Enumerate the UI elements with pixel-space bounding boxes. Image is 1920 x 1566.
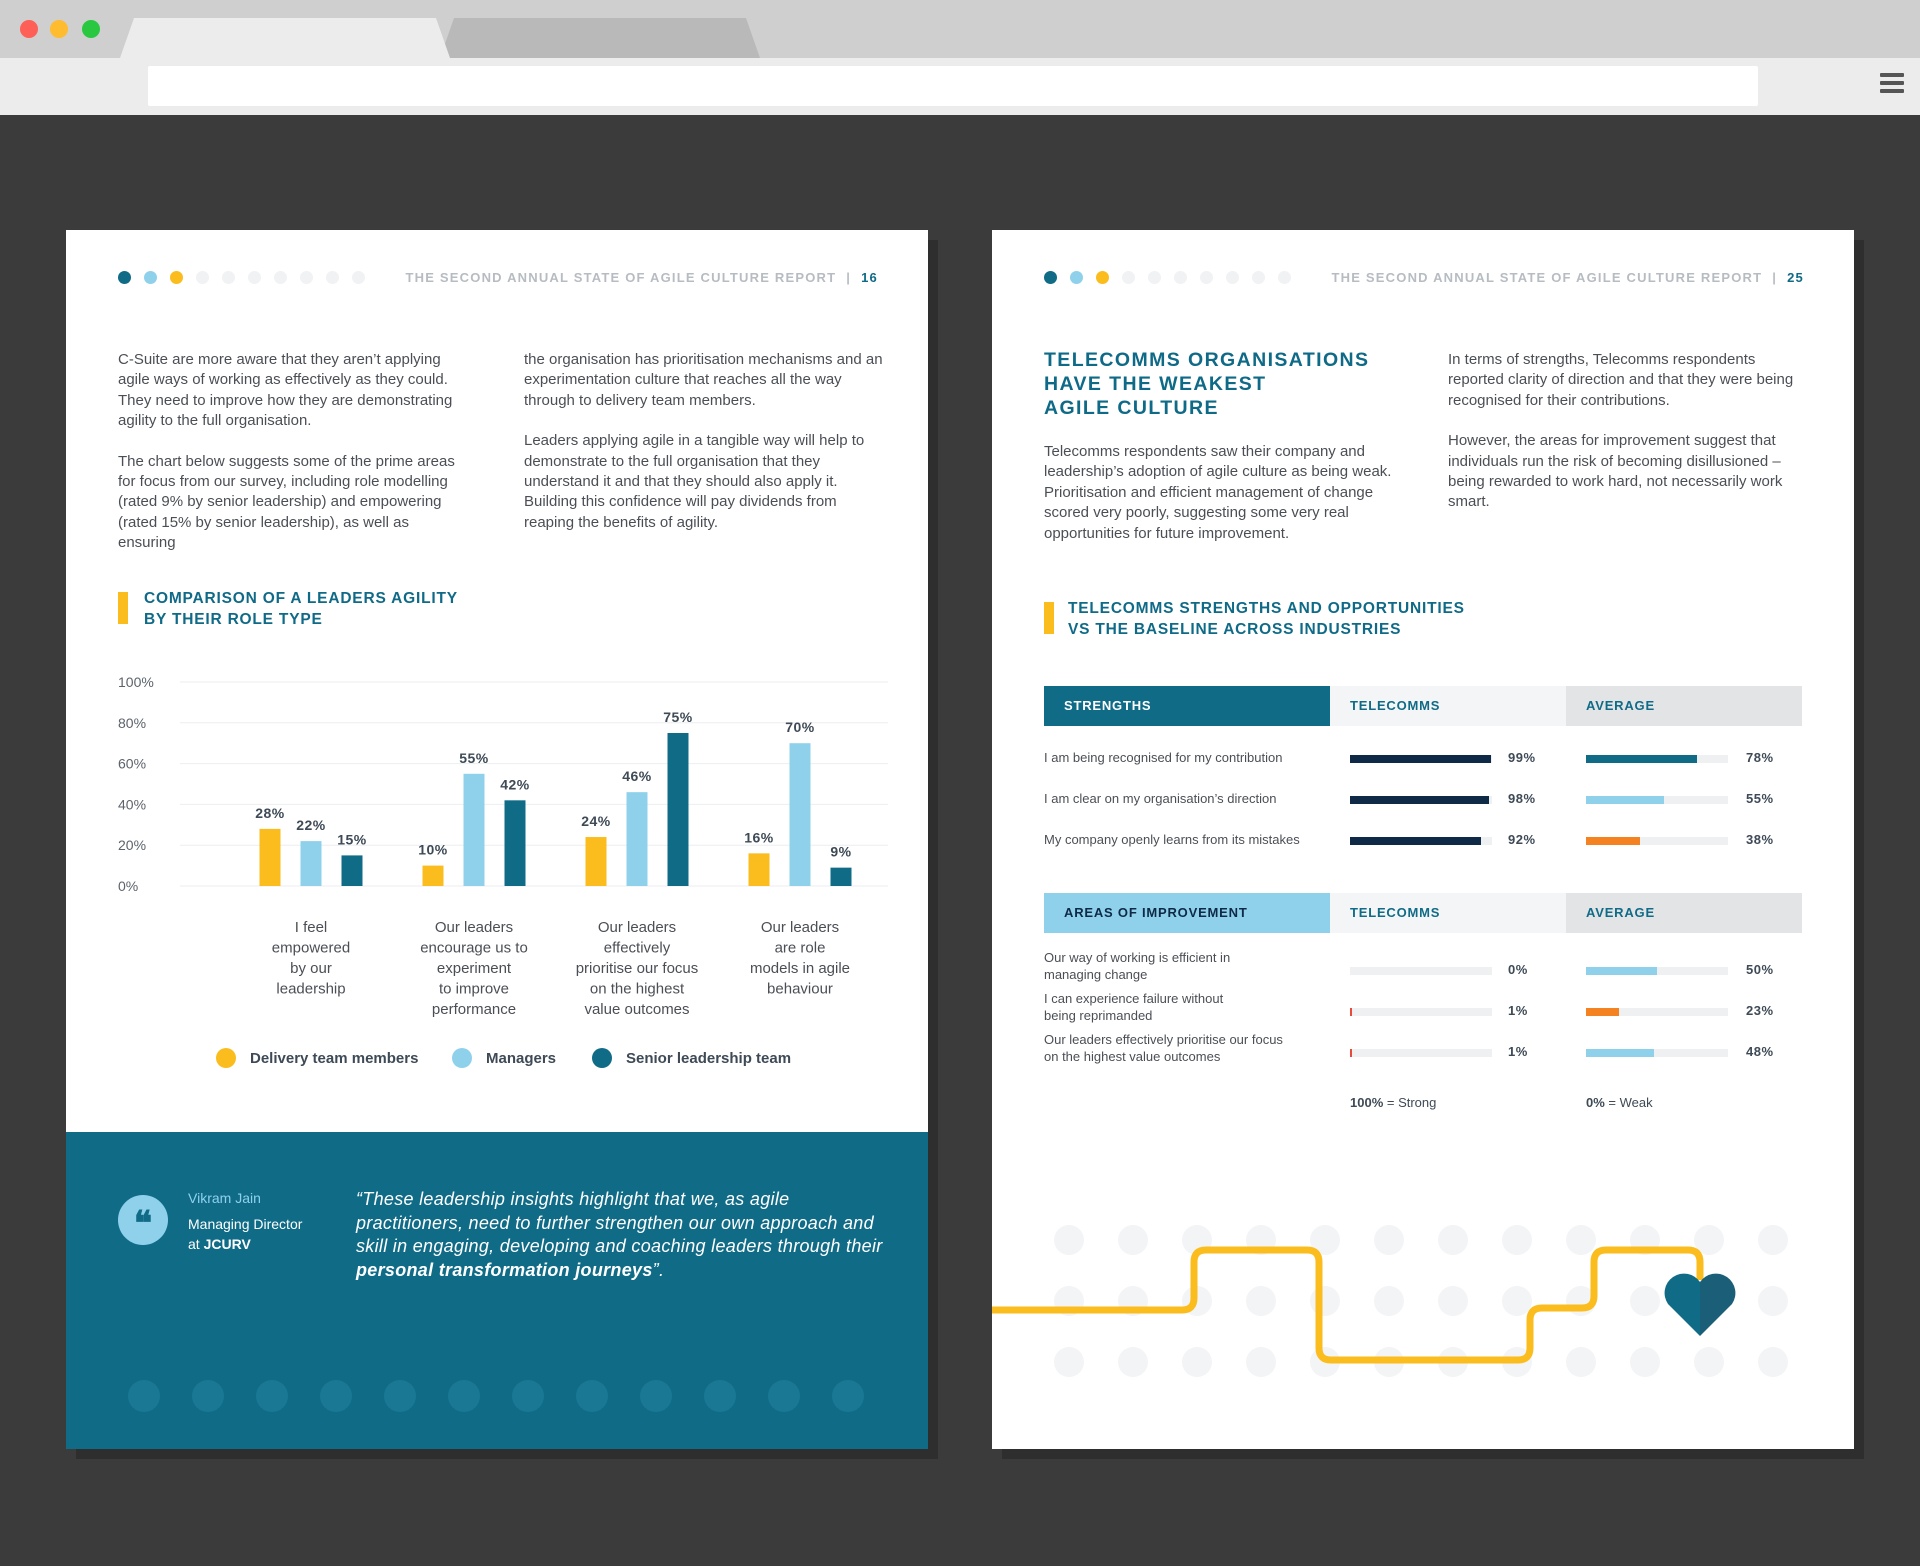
report-title: THE SECOND ANNUAL STATE OF AGILE CULTURE REPORT [1331,270,1763,285]
average-bar-fill [1586,967,1657,975]
label-line: managing change [1044,967,1148,982]
paragraph: C-Suite are more aware that they aren’t applying agile ways of working as effectively as they could. They need to improve how they are demonstrating agility to the full organisation. [118,351,453,430]
scale-weak-value: 0% [1586,1095,1605,1110]
bar-value-label: 24% [581,813,611,830]
x-category-label: Our leaders [760,919,840,936]
quote-panel [66,1132,928,1449]
x-category-label: effectively [603,939,671,957]
paragraph: Leaders applying agile in a tangible way will help to demonstrate to the full organisation that they understand it and that they should also apply it. Building this confidence will pay dividends from reaping the benefits of agility. [524,432,865,531]
telecomms-bar-track [1350,837,1492,845]
x-category-label: prioritise our focus [575,960,699,977]
label-line: I can experience failure without [1044,991,1224,1006]
scale-note-weak [1586,1095,1653,1110]
author-title: Managing Director [188,1216,303,1232]
header-separator: | [1772,270,1778,285]
progress-dot [144,271,157,284]
y-tick-label: 20% [118,837,147,854]
average-column-header: AVERAGE [1566,893,1802,933]
body-column-2 [524,350,884,553]
improvement-row-label [1044,990,1324,1024]
improvement-row-label [1044,949,1324,983]
heading-line: AGILE CULTURE [1044,397,1219,419]
x-category-label: value outcomes [584,1001,690,1018]
label-line: Our leaders effectively prioritise our focus [1044,1032,1283,1047]
table-title [1068,598,1465,640]
scale-weak-text: = Weak [1604,1095,1653,1110]
table-title-line: TELECOMMS STRENGTHS AND OPPORTUNITIES [1068,600,1465,617]
report-page-16 [66,230,928,1449]
chart-title [144,588,458,630]
chart-bar [301,841,322,886]
average-value: 50% [1746,962,1774,977]
y-tick-label: 80% [118,714,147,731]
average-bar-track [1586,837,1728,845]
average-value: 23% [1746,1003,1774,1018]
chart-bar [790,743,811,886]
x-category-label: Our leaders [434,919,514,936]
x-category-label: I feel [294,919,328,936]
chart-bar [342,855,363,886]
decorative-dot [256,1380,288,1412]
chart-bar [586,837,607,886]
quote-text-end: ”. [652,1259,665,1280]
body-column-1 [118,350,470,574]
x-category-label: models in agile [749,960,851,977]
bar-value-label: 28% [255,804,285,821]
author-company-prefix: at [188,1236,204,1252]
label-line: Our way of working is efficient in [1044,950,1231,965]
paragraph: the organisation has prioritisation mechanisms and an experimentation culture that reaches all the way through to delivery team members. [524,351,883,409]
telecomms-value: 1% [1508,1044,1528,1059]
average-value: 78% [1746,750,1774,765]
average-bar-fill [1586,755,1697,763]
telecomms-bar-track [1350,1049,1492,1057]
decorative-dot [320,1380,352,1412]
bar-value-label: 9% [830,843,852,860]
decorative-dot [384,1380,416,1412]
section-accent-bar [1044,602,1054,634]
browser-chrome [0,0,1920,115]
minimize-window-button[interactable] [50,20,68,38]
telecomms-bar-fill [1350,837,1481,845]
page-number: 25 [1787,270,1804,285]
x-category-label: are role [774,939,826,957]
author-company-line [188,1234,302,1254]
running-header [406,270,878,285]
bar-value-label: 70% [785,719,815,736]
paragraph: However, the areas for improvement suggest that individuals run the risk of becoming disillusioned –being rewarded to work hard, not necessarily work smart. [1448,432,1783,511]
x-category-label: encourage us to [420,939,528,957]
x-category-label: experiment [436,960,512,977]
strength-row-label: I am being recognised for my contribution [1044,750,1283,765]
progress-dot [1148,271,1161,284]
decorative-dot [192,1380,224,1412]
x-category-label: leadership [276,980,346,998]
strengths-header: STRENGTHS [1044,686,1330,726]
decorative-dot [128,1380,160,1412]
legend-swatch [216,1048,236,1068]
decorative-dot [704,1380,736,1412]
telecomms-column-header: TELECOMMS [1330,893,1566,933]
telecomms-value: 1% [1508,1003,1528,1018]
body-column-1 [1044,442,1404,564]
telecomms-bar-track [1350,796,1492,804]
heart-icon [1665,1274,1736,1336]
x-category-label: to improve [438,980,510,998]
decorative-dot [640,1380,672,1412]
average-value: 48% [1746,1044,1774,1059]
telecomms-bar-track [1350,755,1492,763]
page-heading [1044,348,1369,420]
bar-value-label: 75% [663,709,693,725]
decorative-dot [448,1380,480,1412]
bar-value-label: 16% [744,829,774,846]
journey-path [992,1250,1700,1360]
telecomms-bar-fill [1350,1008,1352,1016]
progress-dot [118,271,131,284]
legend-label: Senior leadership team [626,1049,792,1067]
section-accent-bar [118,592,128,624]
chart-bar [627,792,648,886]
progress-dot [1174,271,1187,284]
average-value: 38% [1746,832,1774,847]
y-tick-label: 100% [118,674,154,690]
legend-item [216,1048,418,1068]
telecomms-bar-fill [1350,796,1489,804]
scale-strong-value: 100% [1350,1095,1384,1110]
average-bar-track [1586,1008,1728,1016]
legend-item [592,1048,791,1068]
decorative-dot [576,1380,608,1412]
bar-value-label: 22% [296,817,326,834]
telecomms-bar-track [1350,967,1492,975]
journey-illustration [992,1190,1854,1390]
chart-bar [668,733,689,886]
legend-item [452,1048,556,1068]
legend-swatch [592,1048,612,1068]
progress-dot [326,271,339,284]
telecomms-column-header: TELECOMMS [1330,686,1566,726]
average-column-header: AVERAGE [1566,686,1802,726]
x-category-label: on the highest [589,980,685,998]
average-bar-fill [1586,1008,1619,1016]
scale-note-strong [1350,1095,1436,1110]
legend-label: Delivery team members [250,1049,419,1067]
decorative-dot [832,1380,864,1412]
x-category-label: empowered [271,939,351,957]
progress-dot [196,271,209,284]
average-bar-fill [1586,837,1640,845]
y-tick-label: 0% [118,878,139,894]
telecomms-bar-track [1350,1008,1492,1016]
bar-value-label: 46% [622,768,652,785]
quote-text [356,1188,896,1282]
progress-dot [1252,271,1265,284]
table-title-line: VS THE BASELINE ACROSS INDUSTRIES [1068,621,1402,638]
chart-title-line: BY THEIR ROLE TYPE [144,611,323,628]
maximize-window-button[interactable] [82,20,100,38]
progress-dot [274,271,287,284]
bar-value-label: 55% [459,749,489,766]
quote-text-emphasis: personal transformation journeys [356,1259,653,1280]
heading-line: TELECOMMS ORGANISATIONS [1044,349,1370,371]
progress-dot [1044,271,1057,284]
address-bar[interactable] [148,66,1758,106]
close-window-button[interactable] [20,20,38,38]
progress-dot [222,271,235,284]
chart-bar [423,866,444,886]
bar-value-label: 10% [418,841,448,858]
running-header [1332,270,1804,285]
report-page-25 [992,230,1854,1449]
x-category-label: behaviour [767,980,833,998]
chart-bar [505,800,526,886]
heading-line: HAVE THE WEAKEST [1044,373,1267,395]
legend-swatch [452,1048,472,1068]
average-value: 55% [1746,791,1774,806]
progress-dot [248,271,261,284]
average-bar-fill [1586,1049,1654,1057]
paragraph: The chart below suggests some of the prime areas for focus from our survey, including role modelling (rated 9% by senior leadership) and empowering (rated 15% by senior leadership), as well as ensuring [118,452,455,552]
quote-author-role [188,1214,302,1254]
x-category-label: Our leaders [597,919,677,936]
x-category-label: by our [290,960,332,977]
quote-author-name: Vikram Jain [188,1190,261,1206]
browser-tab-2[interactable] [440,18,760,58]
browser-tab-1[interactable] [120,18,450,58]
label-line: being reprimanded [1044,1008,1153,1023]
chart-bar [260,829,281,886]
telecomms-bar-fill [1350,1049,1352,1057]
progress-dot [1278,271,1291,284]
decorative-dot [512,1380,544,1412]
bar-value-label: 42% [500,776,530,793]
improvement-row-label [1044,1031,1324,1065]
telecomms-bar-fill [1350,755,1491,763]
paragraph: In terms of strengths, Telecomms respondents reported clarity of direction and that they were being recognised for their contributions. [1448,351,1794,409]
bar-chart [118,670,898,1070]
menu-icon[interactable] [1880,73,1904,97]
chart-bar [749,853,770,886]
progress-dot [1226,271,1239,284]
header-separator: | [846,270,852,285]
strength-row-label: I am clear on my organisation’s direction [1044,791,1277,806]
label-line: on the highest value outcomes [1044,1049,1221,1064]
progress-dot [300,271,313,284]
x-category-label: performance [431,1001,517,1018]
y-tick-label: 60% [118,755,147,772]
paragraph: Telecomms respondents saw their company and leadership’s adoption of agile culture as being weak. Prioritisation and efficient management of change scored very poorly, suggesting some very real opportunities for future improvement. [1044,443,1392,542]
author-company: JCURV [203,1236,251,1252]
progress-dot [1200,271,1213,284]
chart-bar [464,774,485,886]
improvement-header: AREAS OF IMPROVEMENT [1044,893,1330,933]
progress-dot [1070,271,1083,284]
average-bar-track [1586,1049,1728,1057]
strength-row-label: My company openly learns from its mistakes [1044,832,1300,847]
average-bar-track [1586,967,1728,975]
page-number: 16 [861,270,878,285]
y-tick-label: 40% [118,796,147,813]
telecomms-value: 98% [1508,791,1536,806]
average-bar-fill [1586,796,1664,804]
body-column-2 [1448,350,1808,533]
average-bar-track [1586,796,1728,804]
telecomms-value: 99% [1508,750,1536,765]
chart-bar [831,868,852,886]
average-bar-track [1586,755,1728,763]
legend-label: Managers [486,1049,557,1067]
progress-dot [352,271,365,284]
report-title: THE SECOND ANNUAL STATE OF AGILE CULTURE REPORT [405,270,837,285]
progress-dot [1122,271,1135,284]
progress-dot [1096,271,1109,284]
quote-icon: ❝ [118,1195,168,1245]
decorative-dot [768,1380,800,1412]
scale-strong-text: = Strong [1383,1095,1437,1110]
telecomms-value: 0% [1508,962,1528,977]
bar-value-label: 15% [337,831,367,848]
quote-text-start: “These leadership insights highlight that we, as agile practitioners, need to further strengthen our own approach and skill in engaging, developing and coaching leaders through their [356,1189,883,1256]
progress-dot [170,271,183,284]
telecomms-value: 92% [1508,832,1536,847]
chart-title-line: COMPARISON OF A LEADERS AGILITY [144,590,458,607]
